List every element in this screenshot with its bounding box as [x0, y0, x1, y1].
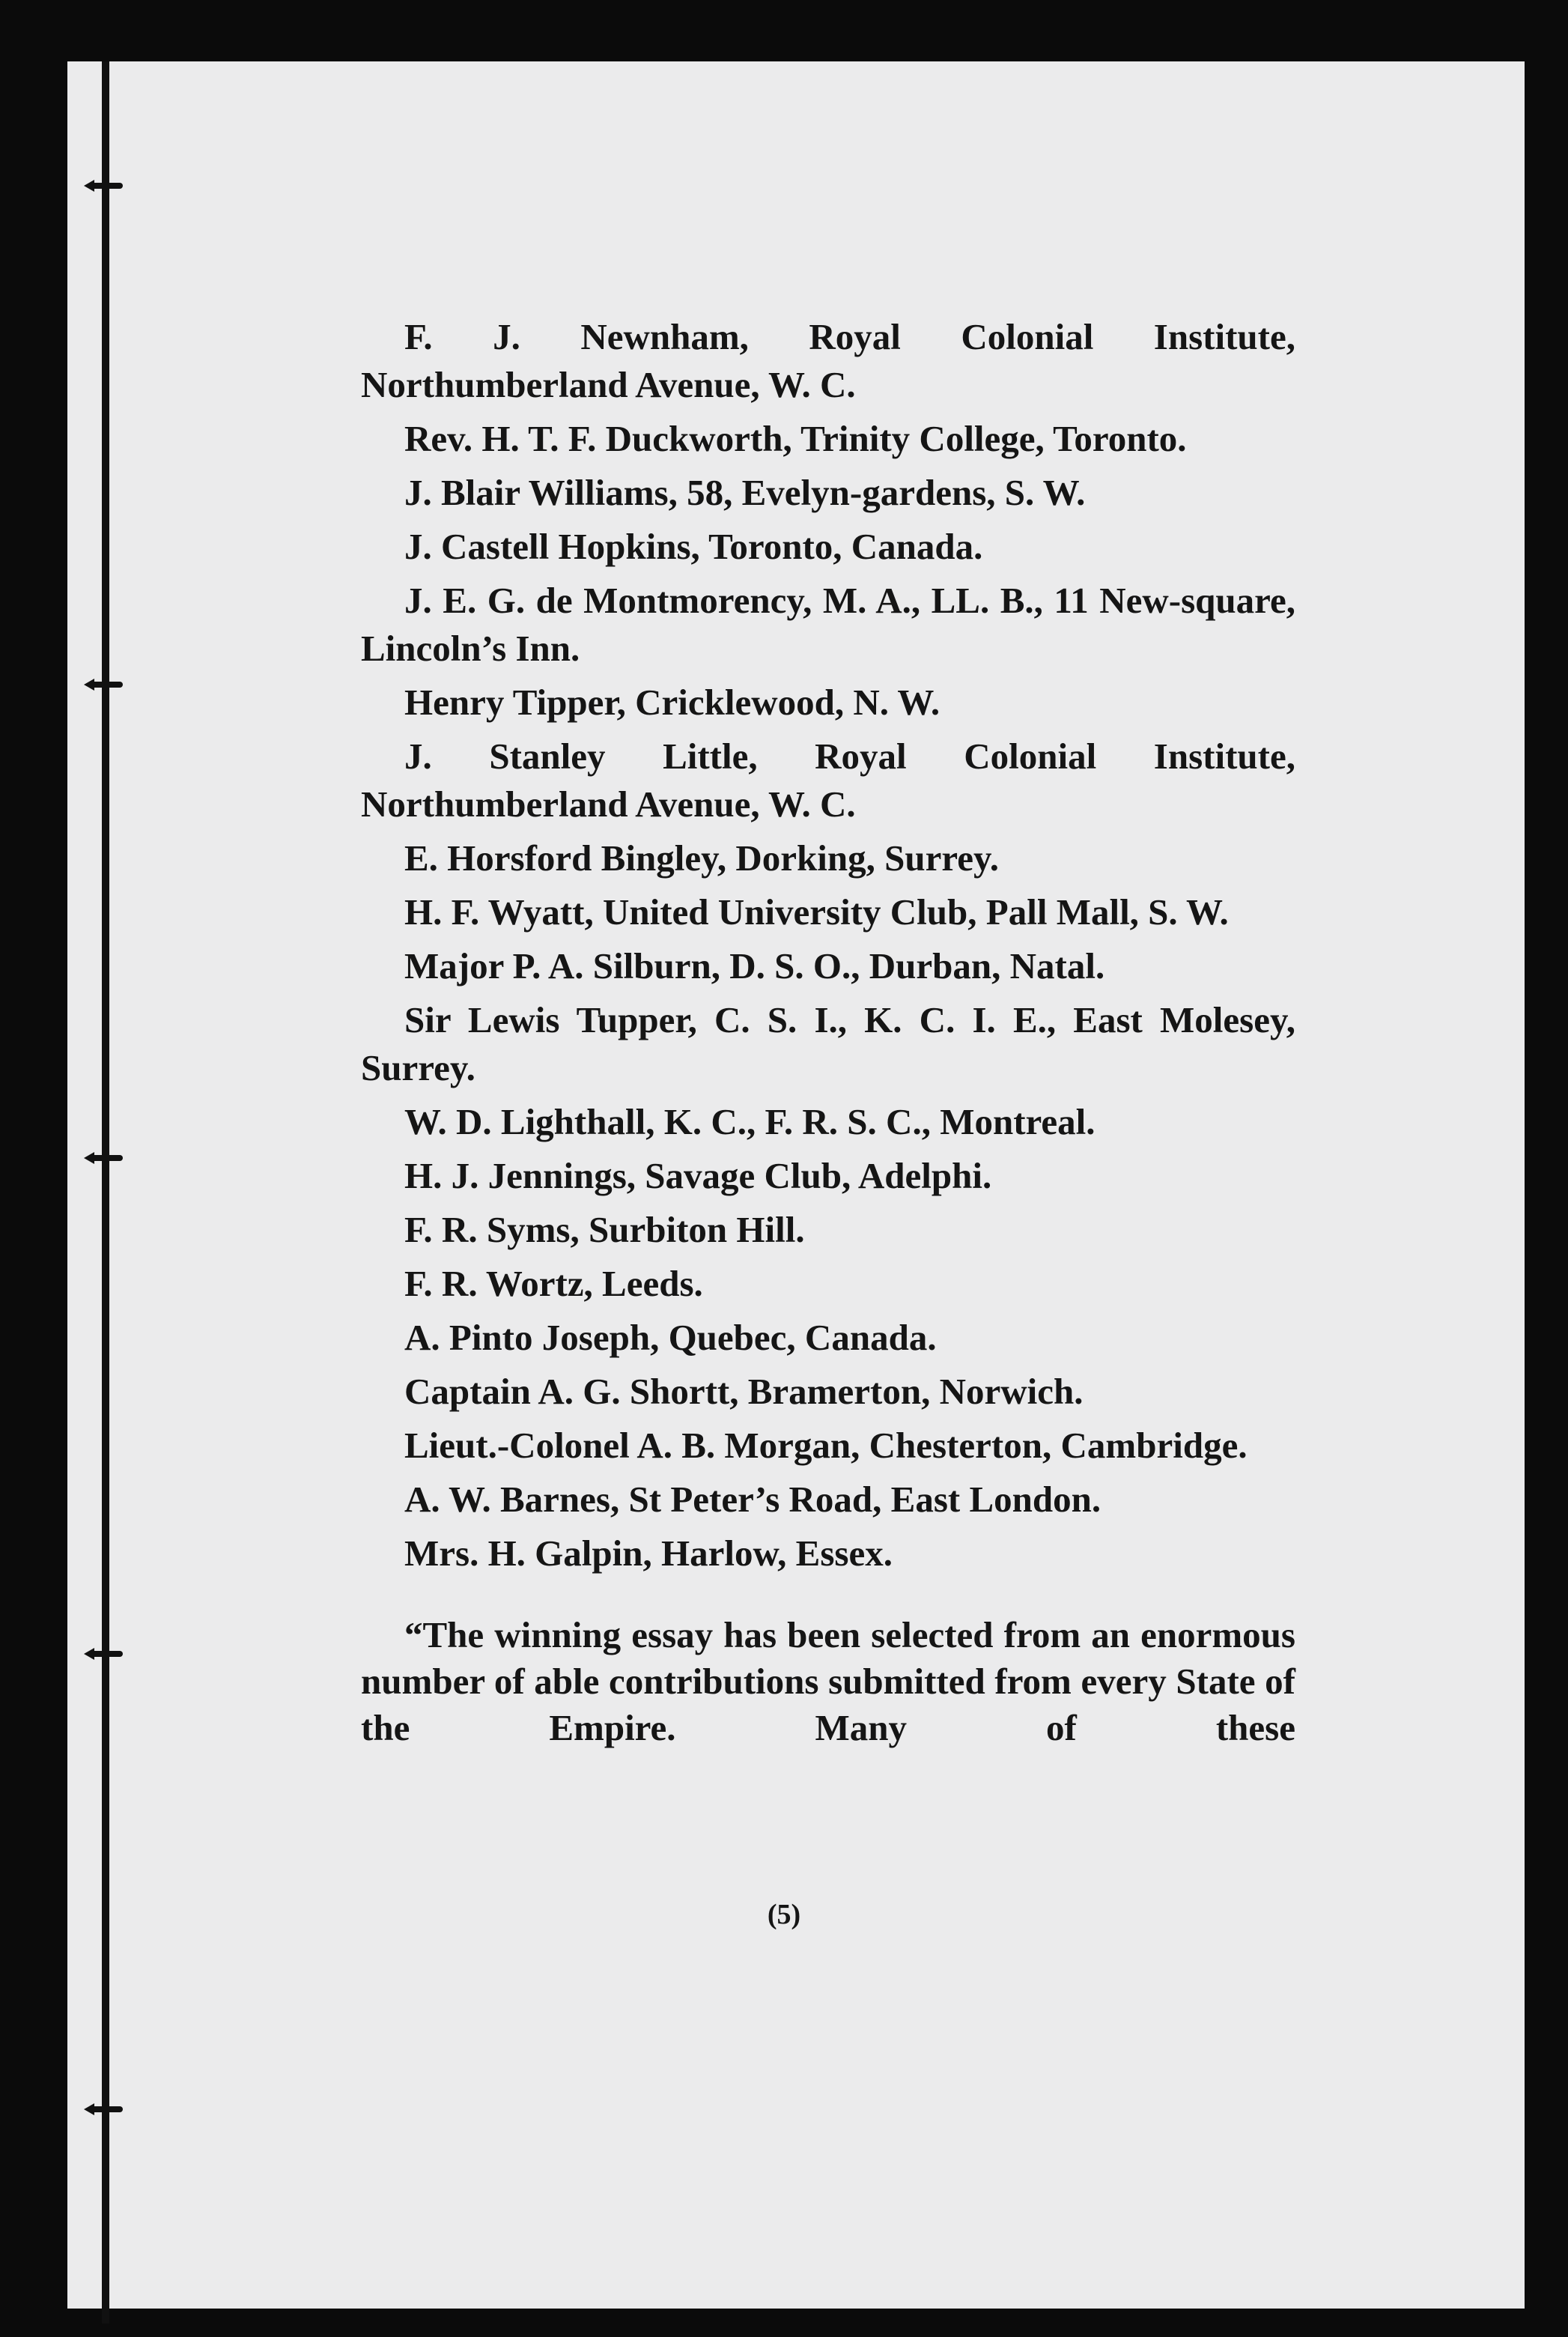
list-entry: W. D. Lighthall, K. C., F. R. S. C., Montreal.: [404, 1101, 1096, 1142]
binding-stitch-mark: [84, 679, 129, 691]
list-entry: J. Castell Hopkins, Toronto, Canada.: [404, 526, 983, 567]
binding-stitch-mark: [84, 180, 129, 192]
list-entry: H. F. Wyatt, United University Club, Pall Mall, S. W.: [404, 891, 1229, 933]
list-entry: Mrs. H. Galpin, Harlow, Essex.: [404, 1533, 893, 1574]
binding-spine: [102, 61, 109, 2324]
list-entry: F. R. Wortz, Leeds.: [404, 1263, 703, 1304]
list-entry: A. W. Barnes, St Peter’s Road, East London.: [404, 1479, 1101, 1520]
list-entry: Sir Lewis Tupper, C. S. I., K. C. I. E., East Molesey, Surrey.: [361, 999, 1295, 1088]
list-entry: Rev. H. T. F. Duckworth, Trinity College, Toronto.: [404, 418, 1187, 459]
binding-stitch-mark: [84, 2103, 129, 2115]
list-entry: Major P. A. Silburn, D. S. O., Durban, Natal.: [404, 945, 1105, 986]
page-text-block: [361, 313, 1295, 1751]
name-address-list: [361, 313, 1295, 1577]
list-entry: A. Pinto Joseph, Quebec, Canada.: [404, 1317, 937, 1358]
page-number: (5): [767, 1899, 801, 1930]
list-entry: E. Horsford Bingley, Dorking, Surrey.: [404, 837, 1000, 879]
list-entry: J. Stanley Little, Royal Colonial Institute, Northumberland Avenue, W. C.: [361, 736, 1295, 825]
list-entry: J. E. G. de Montmorency, M. A., LL. B., 11 New-square, Lincoln’s Inn.: [361, 580, 1295, 669]
list-entry: F. J. Newnham, Royal Colonial Institute, Northumberland Avenue, W. C.: [361, 316, 1295, 405]
list-entry: J. Blair Williams, 58, Evelyn-gardens, S. W.: [404, 472, 1086, 513]
list-entry: H. J. Jennings, Savage Club, Adelphi.: [404, 1155, 992, 1196]
binding-stitch-mark: [84, 1152, 129, 1164]
list-entry: F. R. Syms, Surbiton Hill.: [404, 1209, 805, 1250]
quote-paragraph: “The winning essay has been selected from an enormous number of able contributions submitted from every State of the Empire. Many of these: [361, 1614, 1295, 1748]
list-entry: Captain A. G. Shortt, Bramerton, Norwich.: [404, 1371, 1084, 1412]
list-entry: Lieut.-Colonel A. B. Morgan, Chesterton, Cambridge.: [404, 1425, 1248, 1466]
list-entry: Henry Tipper, Cricklewood, N. W.: [404, 682, 941, 723]
binding-stitch-mark: [84, 1648, 129, 1660]
